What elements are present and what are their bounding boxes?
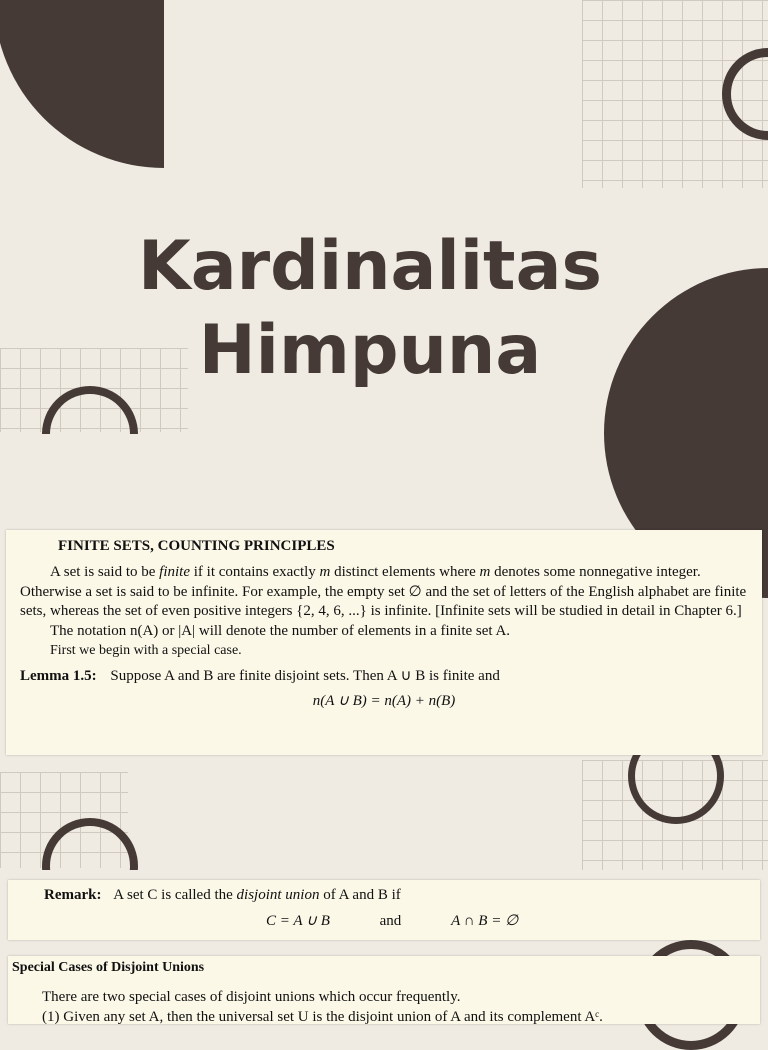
lemma-label: Lemma 1.5:	[20, 667, 97, 684]
title-line-2: Himpuna	[198, 311, 542, 390]
textbook-excerpt-finite-sets	[6, 530, 762, 755]
remark-label: Remark:	[44, 887, 102, 903]
textbook-excerpt-special-cases	[8, 956, 760, 1024]
textbook-excerpt-remark	[8, 880, 760, 940]
lemma-formula: n(A ∪ B) = n(A) + n(B)	[312, 693, 456, 709]
lemma-statement	[20, 667, 748, 687]
remark-text: Remark: A set C is called the disjoint union of A and B if	[44, 887, 401, 903]
page-title	[0, 225, 740, 393]
lemma-text: Suppose A and B are finite disjoint sets. Then A ∪ B is finite and	[110, 667, 500, 684]
top-left-half-circle	[0, 0, 334, 168]
special-case-1: (1) Given any set A, then the universal set U is the disjoint union of A and its complement Aᶜ.	[42, 1008, 603, 1025]
paragraph-definition: A set is said to be finite if it contains exactly m distinct elements where m denotes some nonnegative integer. Otherwise a set is said to be infinite. For example, the empty set ∅ and the set of letters of the English alphabet are finite sets, whereas the set of even positive integers {2, 4, 6, ...} is infinite. [Infinite sets will be studied in detail in Chapter 6.]	[20, 564, 747, 619]
special-cases-intro: There are two special cases of disjoint unions which occur frequently.	[42, 989, 461, 1005]
section-heading: FINITE SETS, COUNTING PRINCIPLES	[58, 538, 335, 554]
special-cases-heading: Special Cases of Disjoint Unions	[12, 960, 205, 975]
paragraph-special-case: First we begin with a special case.	[50, 643, 242, 658]
remark-equations: C = A ∪ B and A ∩ B = ∅	[266, 912, 519, 929]
paragraph-notation: The notation n(A) or |A| will denote the number of elements in a finite set A.	[50, 622, 511, 639]
left-ring	[42, 386, 138, 482]
title-line-1: Kardinalitas	[138, 227, 602, 306]
